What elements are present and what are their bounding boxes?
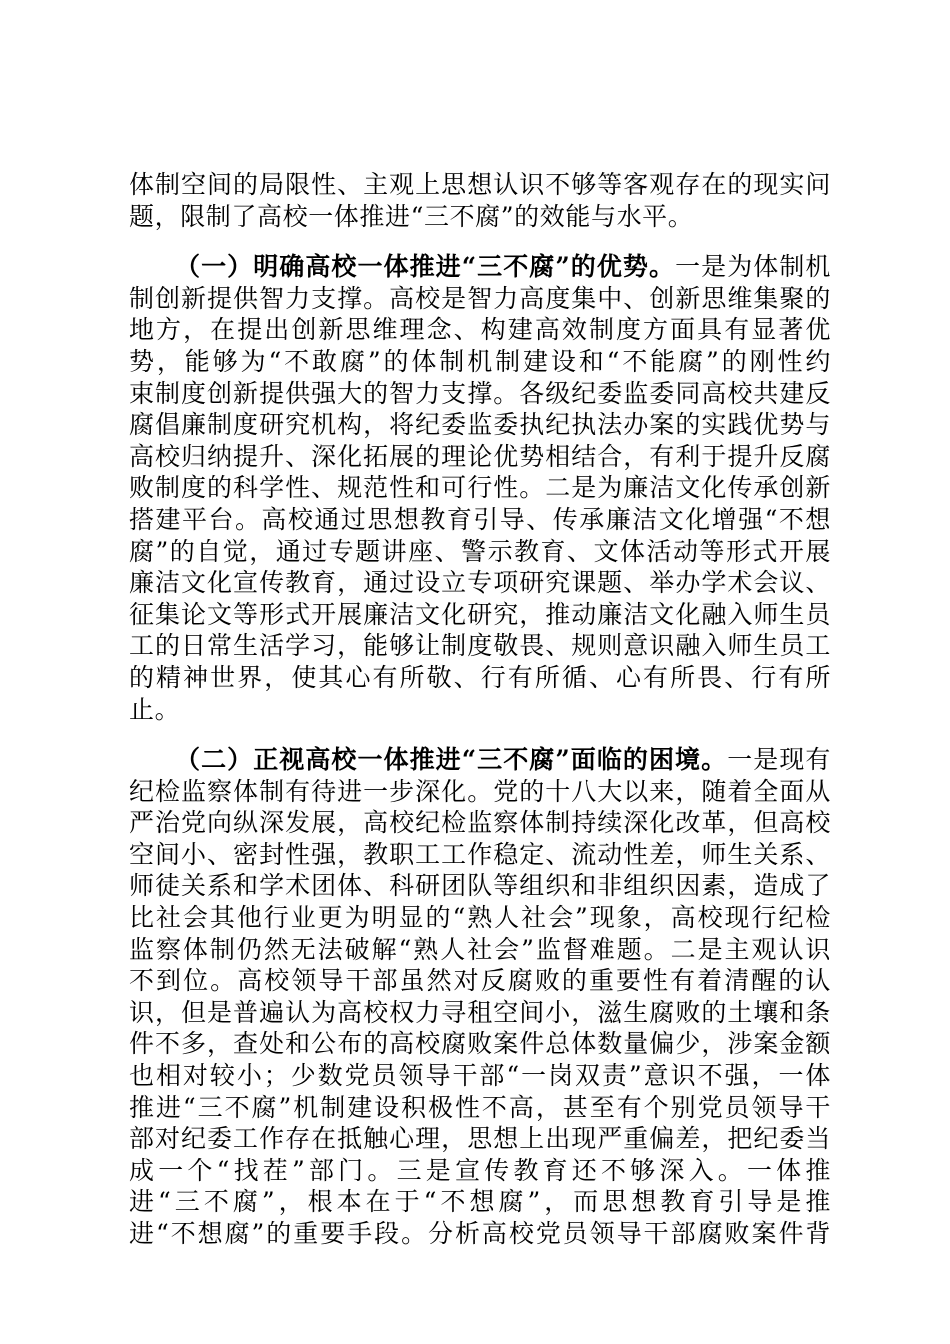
text-line: 识，但是普遍认为高校权力寻租空间小，滋生腐败的土壤和条: [129, 997, 831, 1027]
paragraph-gap: [129, 725, 831, 744]
text-line: 败制度的科学性、规范性和可行性。二是为廉洁文化传承创新: [129, 473, 831, 503]
section-2-paragraph: [129, 744, 831, 1250]
text-line: 成一个“找茬”部门。三是宣传教育还不够深入。一体推: [129, 1155, 831, 1185]
text-line: 题，限制了高校一体推进“三不腐”的效能与水平。: [129, 201, 694, 231]
section-1-paragraph: [129, 251, 831, 725]
text-line: 搭建平台。高校通过思想教育引导、传承廉洁文化增强“不想: [129, 504, 831, 534]
text-line: 廉洁文化宣传教育，通过设立专项研究课题、举办学术会议、: [129, 568, 831, 598]
section-1-first-line-text: 一是为体制机: [675, 252, 831, 282]
text-line: 师徒关系和学术团体、科研团队等组织和非组织因素，造成了: [129, 871, 831, 901]
text-line: 征集论文等形式开展廉洁文化研究，推动廉洁文化融入师生员: [129, 599, 831, 629]
text-line: 体制空间的局限性、主观上思想认识不够等客观存在的现实问: [129, 170, 831, 199]
text-line: 的精神世界，使其心有所敬、行有所循、心有所畏、行有所: [129, 662, 831, 692]
text-line: 严治党向纵深发展，高校纪检监察体制持续深化改革，但高校: [129, 808, 831, 838]
text-line: 推进“三不腐”机制建设积极性不高，甚至有个别党员领导干: [129, 1092, 831, 1122]
text-line: 止。: [129, 694, 181, 724]
text-line: 进“不想腐”的重要手段。分析高校党员领导干部腐败案件背: [129, 1219, 831, 1248]
text-line: 进“三不腐”，根本在于“不想腐”，而思想教育引导是推: [129, 1187, 831, 1217]
text-line: 监察体制仍然无法破解“熟人社会”监督难题。二是主观认识: [129, 934, 831, 964]
text-line: 不到位。高校领导干部虽然对反腐败的重要性有着清醒的认: [129, 966, 831, 996]
text-line: 制创新提供智力支撑。高校是智力高度集中、创新思维集聚的: [129, 283, 831, 313]
document-page: [129, 169, 831, 1250]
text-line: 件不多，查处和公布的高校腐败案件总体数量偏少，涉案金额: [129, 1029, 831, 1059]
text-line: 纪检监察体制有待进一步深化。党的十八大以来，随着全面从: [129, 776, 831, 806]
text-line: 工的日常生活学习，能够让制度敬畏、规则意识融入师生员工: [129, 631, 831, 661]
section-2-first-line: [129, 744, 831, 776]
section-2-first-line-text: 一是现有: [727, 745, 831, 775]
paragraph-gap: [129, 232, 831, 251]
text-line: 空间小、密封性强，教职工工作稳定、流动性差，师生关系、: [129, 839, 831, 869]
text-line: 势，能够为“不敢腐”的体制机制建设和“不能腐”的刚性约: [129, 346, 831, 376]
section-1-first-line: [129, 251, 831, 283]
section-2-heading: （二）正视高校一体推进“三不腐”面临的困境。: [175, 745, 728, 775]
text-line: 束制度创新提供强大的智力支撑。各级纪委监委同高校共建反: [129, 378, 831, 408]
text-line: 比社会其他行业更为明显的“熟人社会”现象，高校现行纪检: [129, 903, 831, 933]
text-line: 部对纪委工作存在抵触心理，思想上出现严重偏差，把纪委当: [129, 1124, 831, 1154]
text-line: 高校归纳提升、深化拓展的理论优势相结合，有利于提升反腐: [129, 441, 831, 471]
text-line: 腐”的自觉，通过专题讲座、警示教育、文体活动等形式开展: [129, 536, 831, 566]
text-line: 地方，在提出创新思维理念、构建高效制度方面具有显著优: [129, 315, 831, 345]
text-line: 也相对较小；少数党员领导干部“一岗双责”意识不强，一体: [129, 1061, 831, 1091]
paragraph-intro: [129, 169, 831, 232]
text-line: 腐倡廉制度研究机构，将纪委监委执纪执法办案的实践优势与: [129, 410, 831, 440]
section-1-heading: （一）明确高校一体推进“三不腐”的优势。: [175, 252, 676, 282]
